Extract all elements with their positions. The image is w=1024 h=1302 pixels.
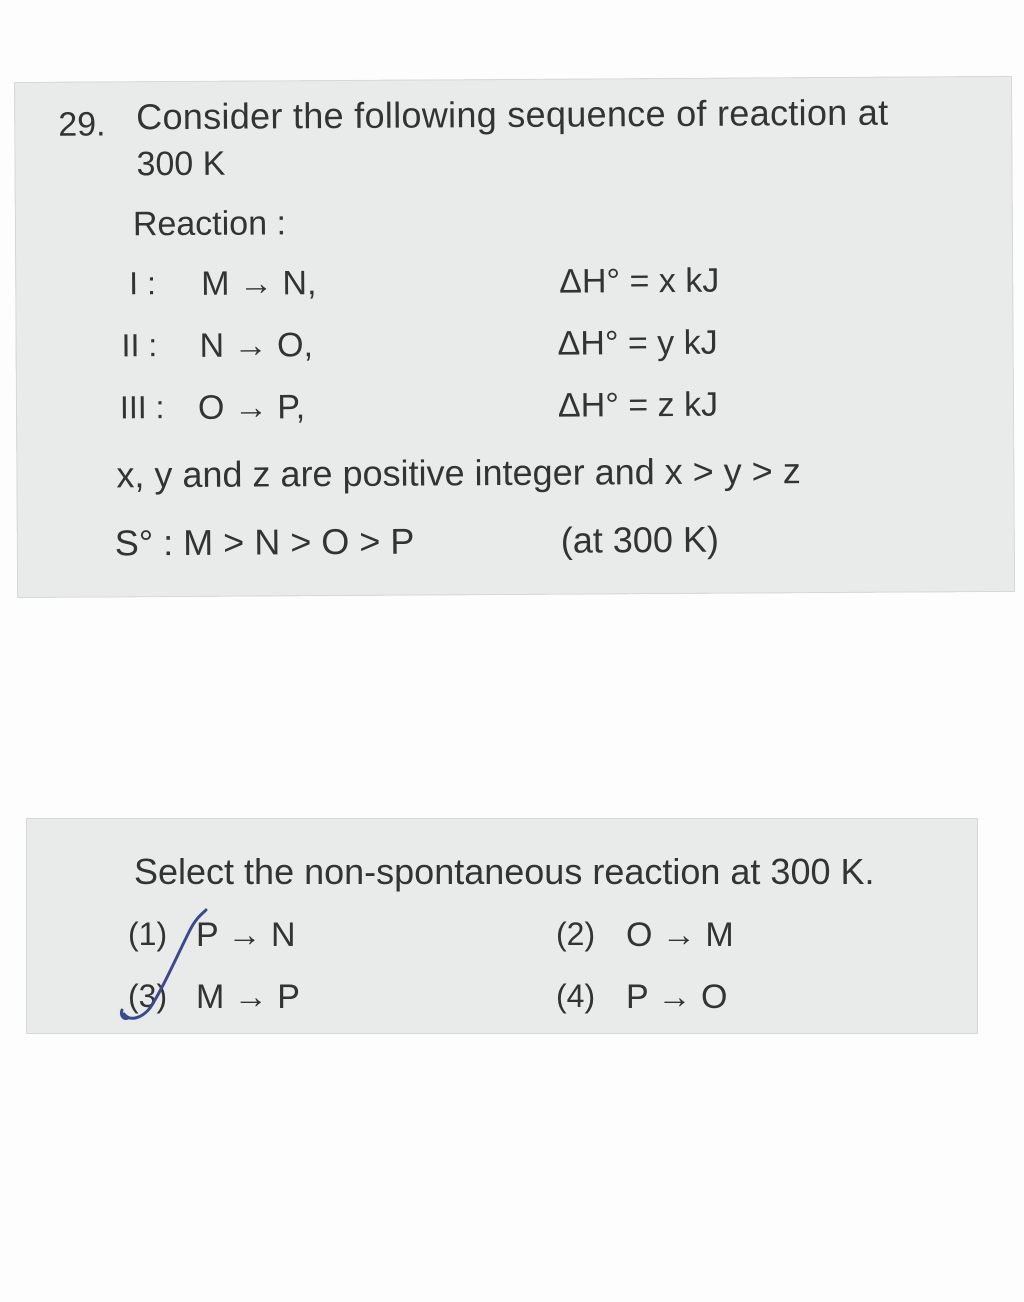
option-number: (1) [128,916,168,952]
option-number: (2) [556,916,596,952]
entropy-temperature: (at 300 K) [560,518,720,561]
options-card [26,818,978,1034]
reaction-enthalpy: ΔH° = y kJ [557,323,718,363]
reaction-equation: O → P, [197,388,306,427]
option-4[interactable]: P → O [626,978,728,1016]
option-2[interactable]: O → M [626,916,734,954]
reaction-number: I : [129,265,157,302]
question-number: 29. [58,105,106,144]
reaction-equation: M → N, [201,264,317,303]
question-stem-temperature: 300 K [136,144,226,184]
prompt-text: Select the non-spontaneous reaction at 300 K. [134,851,875,892]
entropy-order: S° : M > N > O > P [114,520,415,564]
condition-text: x, y and z are positive integer and x > y > z [116,450,801,496]
question-stem: Consider the following sequence of reaction at [136,91,889,138]
option-number: (3) [128,978,168,1014]
reaction-label: Reaction : [132,204,287,244]
reaction-enthalpy: ΔH° = x kJ [559,261,720,301]
reaction-number: II : [121,327,158,364]
option-3[interactable]: M → P [196,978,300,1016]
reaction-number: III : [119,389,165,426]
question-card [14,76,1015,598]
option-1[interactable]: P → N [196,916,296,954]
reaction-equation: N → O, [199,326,314,365]
option-number: (4) [556,978,596,1014]
reaction-enthalpy: ΔH° = z kJ [557,385,719,425]
